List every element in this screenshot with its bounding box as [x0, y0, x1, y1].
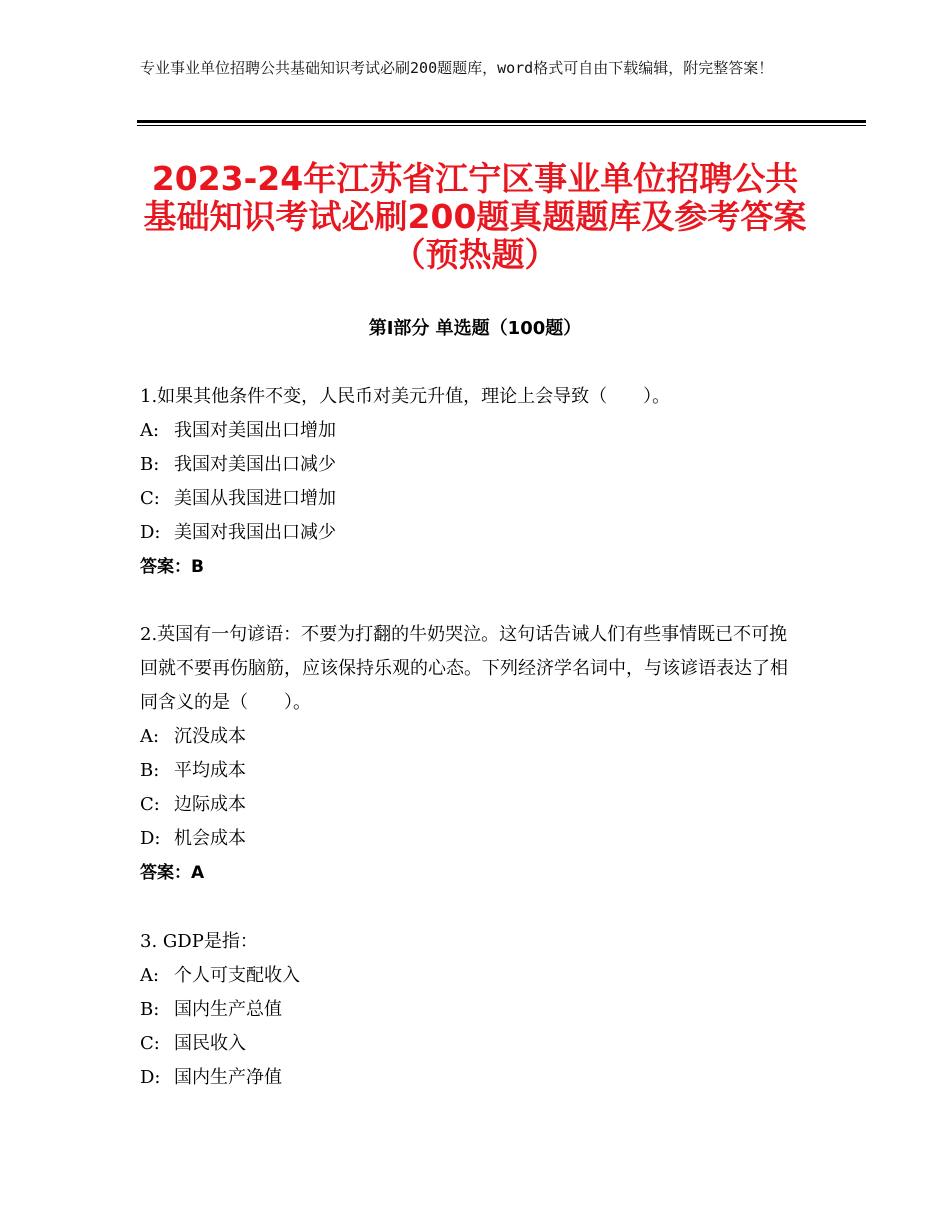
option-text: 平均成本	[174, 760, 246, 781]
option-text: 边际成本	[174, 794, 246, 815]
option-text: 个人可支配收入	[174, 965, 300, 986]
option-key: A:	[140, 726, 160, 747]
option-text: 机会成本	[174, 828, 246, 849]
option-key: B:	[140, 999, 160, 1020]
question-1	[140, 380, 800, 584]
option-b	[140, 993, 800, 1027]
option-key: B:	[140, 454, 160, 475]
option-text: 国内生产净值	[174, 1067, 282, 1088]
option-key: A:	[140, 965, 160, 986]
question-stem: 2.英国有一句谚语：不要为打翻的牛奶哭泣。这句话告诫人们有些事情既已不可挽回就不要再伤脑筋，应该保持乐观的心态。下列经济学名词中，与该谚语表达了相同含义的是（ ）。	[140, 624, 788, 713]
option-key: D:	[140, 1067, 161, 1088]
header-divider-thick	[137, 120, 866, 123]
section-heading: 第Ⅰ部分 单选题（100题）	[368, 318, 582, 339]
option-d	[140, 822, 800, 856]
option-key: D:	[140, 828, 161, 849]
option-a	[140, 414, 800, 448]
option-c	[140, 482, 800, 516]
option-a	[140, 720, 800, 754]
question-stem: 1.如果其他条件不变，人民币对美元升值，理论上会导致（ ）。	[140, 386, 671, 407]
option-b	[140, 448, 800, 482]
option-text: 沉没成本	[174, 726, 246, 747]
option-key: C:	[140, 794, 160, 815]
question-3	[140, 925, 800, 1095]
document-title: 2023-24年江苏省江宁区事业单位招聘公共基础知识考试必刷200题真题题库及参考答案（预热题）	[143, 159, 807, 274]
option-b	[140, 754, 800, 788]
header-note: 专业事业单位招聘公共基础知识考试必刷200题题库，word格式可自由下载编辑，附完整答案！	[140, 59, 774, 77]
option-text: 美国对我国出口减少	[174, 522, 336, 543]
option-text: 我国对美国出口增加	[174, 420, 336, 441]
option-text: 美国从我国进口增加	[174, 488, 336, 509]
option-key: A:	[140, 420, 160, 441]
option-key: B:	[140, 760, 160, 781]
question-stem: 3. GDP是指：	[140, 931, 258, 952]
answer-line: 答案：B	[140, 557, 204, 577]
option-c	[140, 1027, 800, 1061]
option-text: 国民收入	[174, 1033, 246, 1054]
question-2	[140, 618, 800, 890]
option-d	[140, 1061, 800, 1095]
option-text: 国内生产总值	[174, 999, 282, 1020]
option-d	[140, 516, 800, 550]
option-c	[140, 788, 800, 822]
option-text: 我国对美国出口减少	[174, 454, 336, 475]
answer-line: 答案：A	[140, 863, 205, 883]
header-divider-thin	[137, 125, 866, 126]
option-key: D:	[140, 522, 161, 543]
option-key: C:	[140, 1033, 160, 1054]
option-key: C:	[140, 488, 160, 509]
option-a	[140, 959, 800, 993]
